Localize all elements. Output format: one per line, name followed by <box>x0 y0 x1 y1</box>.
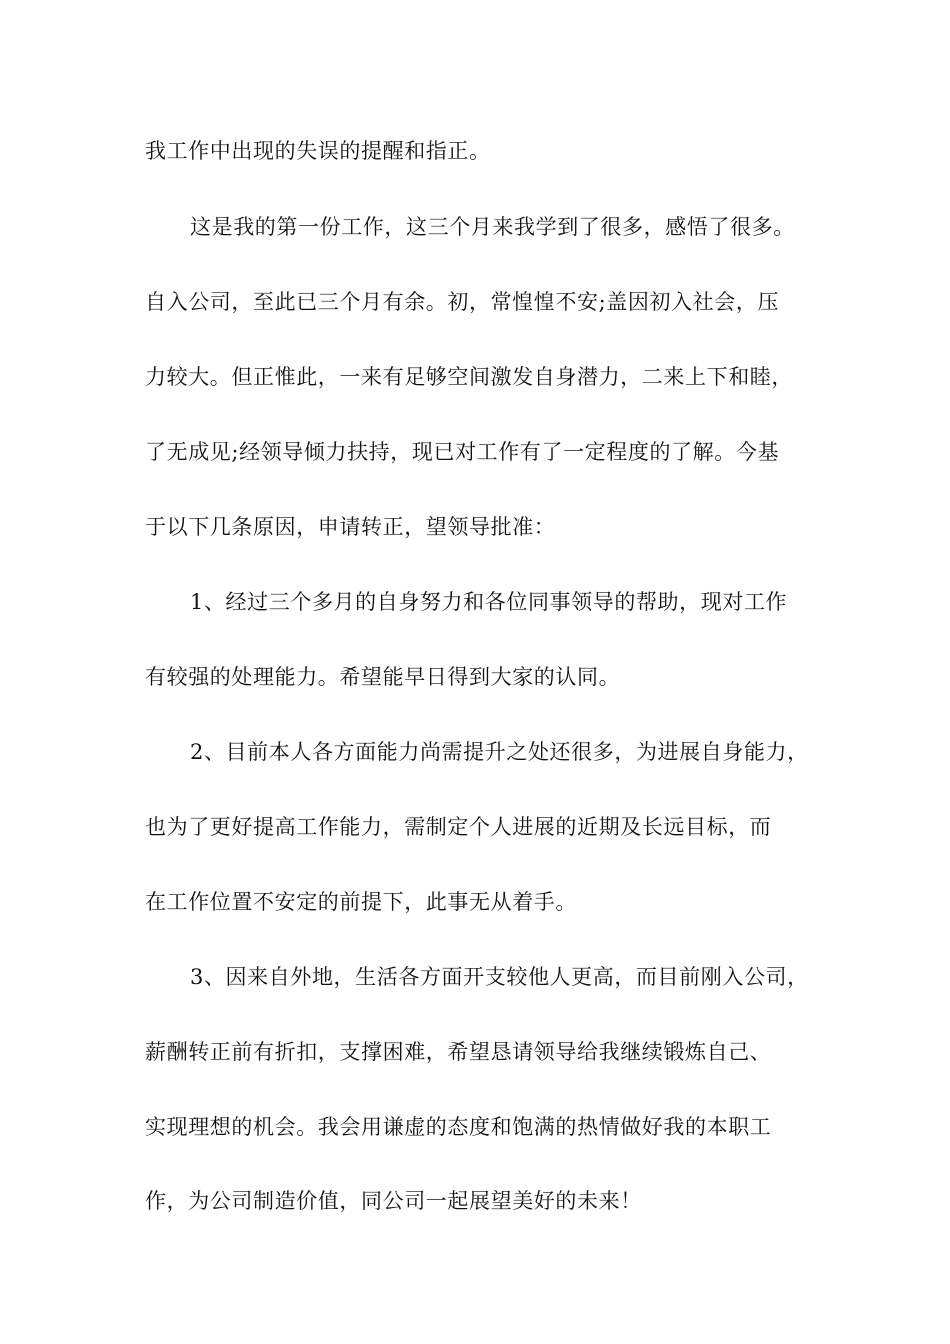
text-line: 实现理想的机会。我会用谦虚的态度和饱满的热情做好我的本职工 <box>145 1115 772 1139</box>
text-line: 2、目前本人各方面能力尚需提升之处还很多，为进展自身能力， <box>190 740 809 764</box>
text-line: 也为了更好提高工作能力，需制定个人进展的近期及长远目标，而 <box>145 815 772 839</box>
text-line: 了无成见;经领导倾力扶持，现已对工作有了一定程度的了解。今基 <box>145 440 780 464</box>
text-line: 作，为公司制造价值，同公司一起展望美好的未来！ <box>145 1189 642 1213</box>
text-line: 自入公司，至此已三个月有余。初，常惶惶不安;盖因初入社会，压 <box>145 290 780 314</box>
text-line: 这是我的第一份工作，这三个月来我学到了很多，感悟了很多。 <box>190 215 795 239</box>
text-line: 有较强的处理能力。希望能早日得到大家的认同。 <box>145 665 621 689</box>
text-line: 力较大。但正惟此，一来有足够空间激发自身潜力，二来上下和睦， <box>145 365 793 389</box>
text-line: 于以下几条原因，申请转正，望领导批准： <box>145 515 556 539</box>
text-line: 我工作中出现的失误的提醒和指正。 <box>145 139 491 163</box>
text-line: 薪酬转正前有折扣，支撑困难，希望恳请领导给我继续锻炼自己、 <box>145 1040 772 1064</box>
text-line: 3、因来自外地，生活各方面开支较他人更高，而目前刚入公司， <box>190 965 809 989</box>
text-line: 1、经过三个多月的自身努力和各位同事领导的帮助，现对工作 <box>190 590 788 614</box>
text-line: 在工作位置不安定的前提下，此事无从着手。 <box>145 890 577 914</box>
